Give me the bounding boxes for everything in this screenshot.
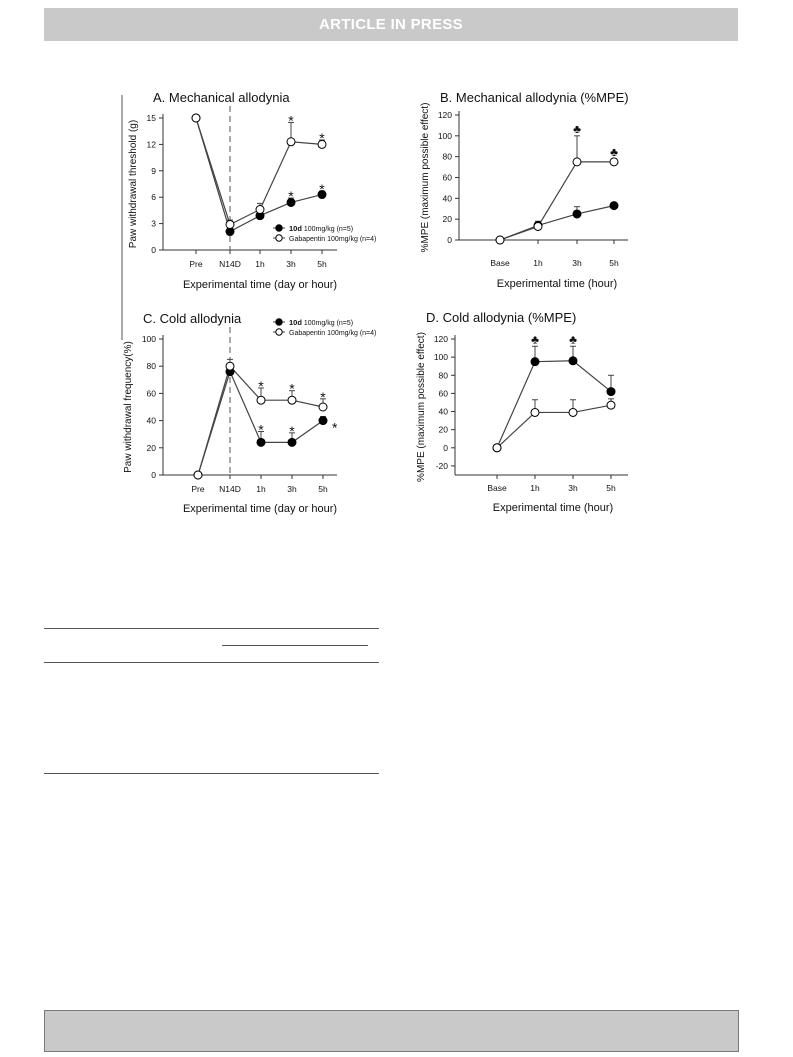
data-point-open xyxy=(531,408,539,416)
asterisk-significance-marker: * xyxy=(319,130,325,146)
chart-title: D. Cold allodynia (%MPE) xyxy=(426,310,577,325)
data-point-filled xyxy=(569,357,577,365)
data-point-open xyxy=(256,206,264,214)
legend-entry xyxy=(289,224,353,233)
data-point-open xyxy=(493,444,501,452)
y-tick-label: 120 xyxy=(437,110,452,120)
asterisk-significance-marker: * xyxy=(320,388,326,405)
series-line-open xyxy=(500,162,614,240)
data-point-open xyxy=(610,158,618,166)
x-tick-label: Base xyxy=(490,258,510,268)
data-point-filled xyxy=(319,417,327,425)
y-tick-label: 0 xyxy=(151,470,156,480)
x-tick-label: 5h xyxy=(606,483,616,493)
asterisk-significance-marker: * xyxy=(288,188,294,205)
legend-entry xyxy=(289,318,353,327)
y-tick-label: 40 xyxy=(146,415,156,426)
data-point-filled xyxy=(288,438,296,446)
y-tick-label: 15 xyxy=(146,113,156,123)
legend-entry xyxy=(289,236,376,243)
x-axis-label: Experimental time (hour) xyxy=(492,502,614,514)
y-tick-label: 100 xyxy=(433,352,448,363)
data-point-open xyxy=(607,401,615,409)
y-axis-label: Paw withdrawal threshold (g) xyxy=(128,119,139,249)
data-point-open xyxy=(226,362,234,370)
legend-entry-text: Gabapentin 100mg/kg (n=4) xyxy=(289,236,377,243)
y-tick-label: 40 xyxy=(438,406,448,417)
asterisk-significance-marker: * xyxy=(258,421,264,438)
y-tick-label: 6 xyxy=(151,192,156,203)
x-tick-label: 1h xyxy=(530,483,540,493)
chart-title: B. Mechanical allodynia (%MPE) xyxy=(440,90,629,105)
x-axis-label: Experimental time (hour) xyxy=(496,278,618,290)
x-tick-label: Pre xyxy=(189,259,203,269)
y-axis-label: %MPE (maximum possible effect) xyxy=(416,332,427,482)
y-axis-label: Paw withdrawal frequency(%) xyxy=(123,341,134,473)
club-significance-marker: ♣ xyxy=(569,332,577,347)
legend-entry-text: 100mg/kg (n=5) xyxy=(301,320,354,327)
y-tick-label: 12 xyxy=(146,139,156,150)
legend-entry-bold: 10d xyxy=(289,224,302,233)
chart-title: C. Cold allodynia xyxy=(143,311,242,326)
data-point-open xyxy=(573,158,581,166)
y-axis-label: %MPE (maximum possible effect) xyxy=(420,102,431,253)
x-tick-label: 3h xyxy=(568,483,578,493)
y-tick-label: 60 xyxy=(146,388,156,399)
club-significance-marker: ♣ xyxy=(531,332,539,347)
x-tick-label: 5h xyxy=(317,259,327,269)
x-tick-label: 3h xyxy=(286,259,296,269)
data-point-filled xyxy=(610,202,618,210)
y-tick-label: 0 xyxy=(443,442,448,453)
y-tick-label: 80 xyxy=(442,151,452,162)
data-point-open xyxy=(226,220,234,228)
y-tick-label: 60 xyxy=(438,388,448,399)
x-tick-label: N14D xyxy=(219,484,241,494)
data-point-filled xyxy=(607,388,615,396)
data-point-open xyxy=(288,396,296,404)
legend-marker-filled xyxy=(276,319,282,325)
table-rule-header xyxy=(44,662,379,663)
y-tick-label: 0 xyxy=(447,235,452,245)
x-tick-label: Pre xyxy=(191,484,205,494)
chart-A xyxy=(128,90,376,291)
y-tick-label: 100 xyxy=(437,130,452,141)
y-tick-label: 20 xyxy=(146,442,156,453)
chart-C xyxy=(123,311,376,515)
legend-entry-text: Gabapentin 100mg/kg (n=4) xyxy=(289,330,377,337)
legend-marker-filled xyxy=(276,225,282,231)
data-point-open xyxy=(496,236,504,244)
x-tick-label: 1h xyxy=(256,484,266,494)
y-tick-label: 60 xyxy=(442,172,452,183)
series-line-open xyxy=(497,405,611,448)
table-rule-bottom xyxy=(44,773,379,774)
table-rule-top xyxy=(44,628,379,629)
asterisk-significance-marker: * xyxy=(289,380,295,397)
legend-entry-bold: 10d xyxy=(289,318,302,327)
asterisk-significance-marker: * xyxy=(288,112,294,129)
legend-marker-open xyxy=(276,329,282,335)
y-tick-label: 120 xyxy=(433,334,448,344)
series-line-filled xyxy=(500,206,614,240)
x-tick-label: 3h xyxy=(572,258,582,268)
legend-entry-text: 100mg/kg (n=5) xyxy=(301,226,354,233)
y-tick-label: 3 xyxy=(151,218,156,229)
y-tick-label: 9 xyxy=(151,165,156,176)
data-point-open xyxy=(192,114,200,122)
legend-marker-open xyxy=(276,235,282,241)
x-axis-label: Experimental time (day or hour) xyxy=(182,503,338,515)
chart-B xyxy=(420,90,629,290)
banner-text: ARTICLE IN PRESS xyxy=(319,16,463,33)
x-tick-label: Base xyxy=(487,483,507,493)
data-point-filled xyxy=(531,358,539,366)
x-tick-label: 1h xyxy=(533,258,543,268)
series-line-filled xyxy=(497,361,611,448)
club-significance-marker: ♣ xyxy=(610,144,618,159)
y-tick-label: 100 xyxy=(141,334,156,344)
asterisk-significance-marker: * xyxy=(258,377,264,394)
data-point-open xyxy=(287,138,295,146)
x-axis-label: Experimental time (day or hour) xyxy=(182,279,338,291)
y-tick-label: 20 xyxy=(438,424,448,435)
y-tick-label: 80 xyxy=(438,370,448,381)
legend-entry xyxy=(289,330,376,337)
x-tick-label: 3h xyxy=(287,484,297,494)
y-tick-label: 0 xyxy=(151,245,156,255)
asterisk-significance-marker: * xyxy=(319,181,325,198)
data-point-open xyxy=(569,408,577,416)
table-rule-short xyxy=(222,645,368,646)
data-point-filled xyxy=(573,210,581,218)
x-tick-label: 5h xyxy=(609,258,619,268)
asterisk-significance-marker: * xyxy=(332,419,338,436)
footer-box xyxy=(44,1010,739,1052)
y-tick-label: 80 xyxy=(146,361,156,372)
x-tick-label: 5h xyxy=(318,484,328,494)
chart-D xyxy=(416,310,628,514)
y-tick-label: -20 xyxy=(435,460,448,471)
data-point-open xyxy=(194,471,202,479)
data-point-filled xyxy=(257,438,265,446)
data-point-open xyxy=(257,396,265,404)
y-tick-label: 20 xyxy=(442,214,452,225)
data-point-open xyxy=(534,222,542,230)
x-tick-label: N14D xyxy=(219,259,241,269)
chart-title: A. Mechanical allodynia xyxy=(153,90,290,105)
club-significance-marker: ♣ xyxy=(573,121,581,136)
x-tick-label: 1h xyxy=(255,259,265,269)
y-tick-label: 40 xyxy=(442,193,452,204)
asterisk-significance-marker: * xyxy=(289,422,295,439)
